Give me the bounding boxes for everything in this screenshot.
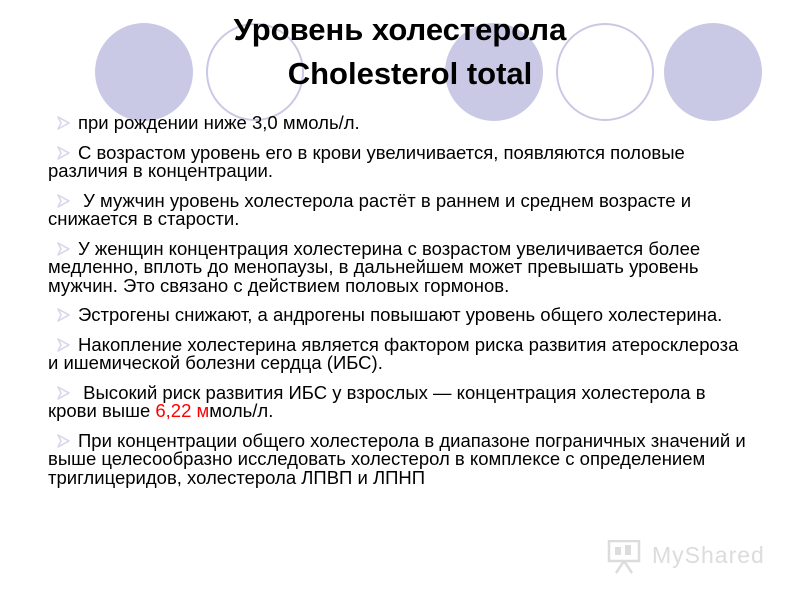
arrow-bullet-icon	[52, 146, 74, 160]
bullet-text: Эстрогены снижают, а андрогены повышают уровень общего холестерина.	[78, 304, 723, 325]
bullet-text: У женщин концентрация холестерина с возрастом увеличивается более медленно, вплоть до менопаузы, в дальнейшем может превышать уровень мужчин. Это связано с действием половых гормонов.	[48, 237, 706, 296]
bullet-item	[48, 381, 748, 421]
bullet-item	[48, 306, 748, 325]
bullet-item	[48, 141, 748, 181]
watermark-logo	[606, 536, 766, 576]
arrow-bullet-icon	[52, 386, 74, 400]
highlighted-value: 6,22 м	[155, 400, 210, 421]
watermark-text: MyShared	[652, 542, 765, 568]
bullet-text-before: Высокий риск развития ИБС у взрослых — концентрация холестерола в крови выше	[48, 381, 711, 421]
arrow-bullet-icon	[52, 434, 74, 448]
bullet-item	[48, 189, 748, 229]
bullet-item	[48, 114, 748, 133]
arrow-bullet-icon	[52, 116, 74, 130]
bullet-item	[48, 333, 748, 373]
arrow-bullet-icon	[52, 338, 74, 352]
title-line-1: Уровень холестерола	[233, 12, 567, 47]
presentation-board-icon	[606, 540, 646, 574]
arrow-bullet-icon	[52, 194, 74, 208]
title-line-2: Cholesterol total	[287, 56, 533, 91]
bullet-text: при рождении ниже 3,0 ммоль/л.	[78, 112, 360, 133]
slide-title	[0, 8, 800, 96]
bullet-text: С возрастом уровень его в крови увеличивается, появляются половые различия в концентрации.	[48, 141, 690, 181]
bullet-text: При концентрации общего холестерола в диапазоне пограничных значений и выше целесообразно исследовать холестерол в комплексе с определением триглицеридов, холестерола ЛПВП и ЛПНП	[48, 429, 751, 488]
arrow-bullet-icon	[52, 308, 74, 322]
bullet-text: У мужчин уровень холестерола растёт в раннем и среднем возрасте и снижается в старости.	[48, 189, 697, 229]
bullet-list	[48, 112, 751, 498]
bullet-text: Накопление холестерина является фактором риска развития атеросклероза и ишемической болезни сердца (ИБС).	[48, 333, 744, 373]
bullet-item	[48, 429, 751, 488]
bullet-text-after: моль/л.	[209, 400, 274, 421]
arrow-bullet-icon	[52, 242, 74, 256]
bullet-item	[48, 237, 748, 296]
